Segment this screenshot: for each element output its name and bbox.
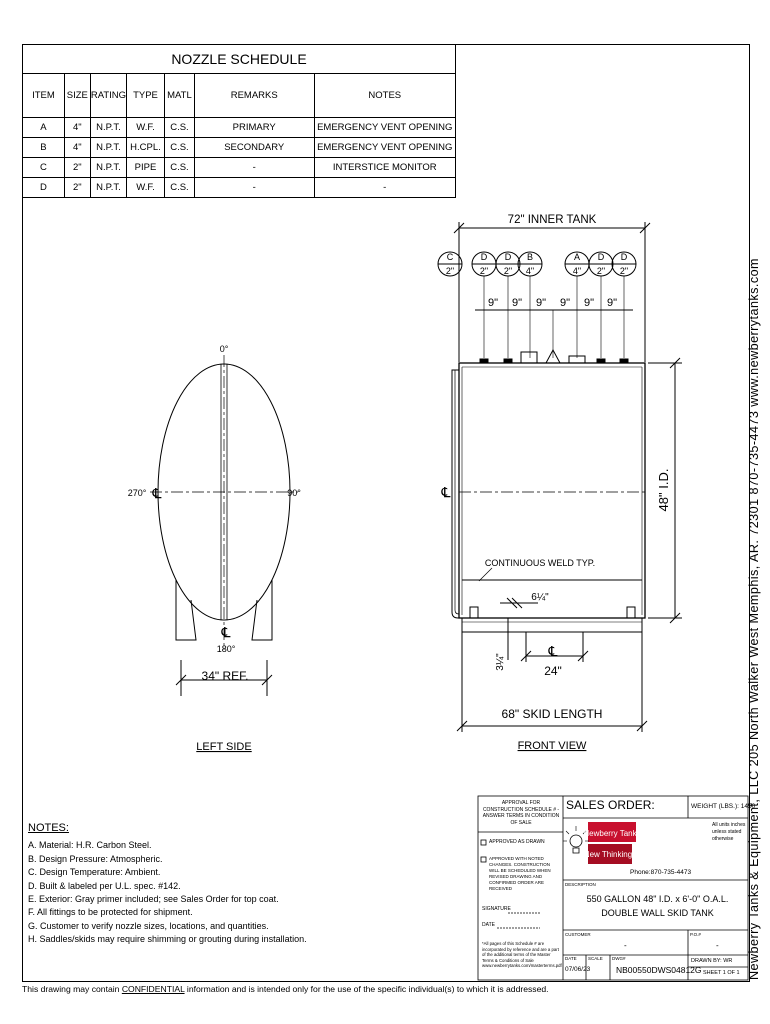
centerline-symbol: ℄ <box>441 484 451 500</box>
svg-text:9": 9" <box>559 297 571 309</box>
col-header: ITEM <box>23 74 65 118</box>
svg-text:2": 2" <box>479 266 489 276</box>
dim-3-1-4: 3¼" <box>495 653 506 671</box>
svg-text:2": 2" <box>619 266 629 276</box>
lightbulb-icon <box>570 835 582 847</box>
svg-text:2": 2" <box>503 266 513 276</box>
svg-text:C: C <box>446 252 454 262</box>
note-item: E. Exterior: Gray primer included; see Sales Order for top coat. <box>28 894 279 905</box>
cell: EMERGENCY VENT OPENING <box>314 118 455 138</box>
sheet-number: SHEET 1 OF 1 <box>703 970 740 976</box>
nozzle-bubble-a <box>565 252 589 276</box>
svg-text:9": 9" <box>606 297 618 309</box>
cell: N.P.T. <box>90 158 126 178</box>
centerline-symbol: ℄ <box>221 624 231 640</box>
id-dimension: 48" I.D. <box>656 468 671 512</box>
cell: - <box>314 178 455 198</box>
cell: B <box>23 138 65 158</box>
deg-180-label: 180° <box>216 644 236 654</box>
inner-tank-dim: 72" INNER TANK <box>507 214 597 226</box>
cell: 2" <box>64 178 90 198</box>
newberry-logo <box>563 822 641 864</box>
signature-label: SIGNATURE <box>482 906 511 912</box>
svg-text:D: D <box>620 252 628 262</box>
cell: - <box>194 178 314 198</box>
front-view-label: FRONT VIEW <box>517 740 587 752</box>
svg-text:4": 4" <box>572 266 582 276</box>
phone: Phone:870-735-4473 <box>630 869 692 876</box>
confidential-word: CONFIDENTIAL <box>121 984 185 994</box>
note-item: B. Design Pressure: Atmospheric. <box>28 853 163 864</box>
cell: W.F. <box>127 178 165 198</box>
note-item: A. Material: H.R. Carbon Steel. <box>28 840 152 851</box>
cell: C.S. <box>164 158 194 178</box>
cell: EMERGENCY VENT OPENING <box>314 138 455 158</box>
left-side-view <box>128 344 302 753</box>
drawn-by: DRAWN BY: WR <box>691 958 733 964</box>
cell: C.S. <box>164 118 194 138</box>
terms-note: *All pages of this Schedule # are incorporated by reference and are a part of the additional terms of the Master Terms & Conditions of Sale www.newberrytanks.com/masterterms.pdf <box>482 941 562 969</box>
svg-text:B: B <box>526 252 534 262</box>
date-value: 07/06/23 <box>565 966 591 973</box>
general-notes <box>28 822 307 947</box>
footer-text: information and is intended only for the use of the specific individual(s) to which it is addressed. <box>184 984 549 994</box>
note-item: F. All fittings to be protected for shipment. <box>28 907 193 918</box>
approved-with-changes[interactable]: APPROVED WITH NOTED CHANGES. CONSTRUCTION WILL BE SCHEDULED WHEN REVISED DRAWING AND CONFIRMED ORDER ARE RECEIVED <box>489 856 551 891</box>
description-label: DESCRIPTION <box>565 882 596 887</box>
deg-270-label: 270° <box>127 488 147 498</box>
footer-text: This drawing may contain <box>22 984 122 994</box>
cell: SECONDARY <box>194 138 314 158</box>
nozzle-bubble-d <box>589 252 613 276</box>
ref-dimension: 34" REF. <box>201 669 249 683</box>
centerline-symbol: ℄ <box>152 485 162 501</box>
note-item: H. Saddles/skids may require shimming or grouting during installation. <box>28 934 307 945</box>
company-side-text: Newberry Tanks & Equipment, LLC 205 North Walker West Memphis, AR. 72301 870-735-4473 www.newberrytanks.com <box>747 258 761 980</box>
svg-text:2": 2" <box>445 266 455 276</box>
description: 550 GALLON 48" I.D. x 6'-0" O.A.L. DOUBLE WALL SKID TANK <box>586 894 729 918</box>
svg-text:2": 2" <box>596 266 606 276</box>
svg-text:D: D <box>480 252 488 262</box>
col-header: RATING <box>90 74 126 118</box>
svg-text:A: A <box>573 252 581 262</box>
cell: 4" <box>64 138 90 158</box>
sales-order-label: SALES ORDER: <box>566 798 655 812</box>
cell: C.S. <box>164 178 194 198</box>
fitting-b <box>521 352 537 363</box>
note-item: G. Customer to verify nozzle sizes, locations, and quantities. <box>28 920 269 931</box>
note-item: C. Design Temperature: Ambient. <box>28 867 161 878</box>
cell: N.P.T. <box>90 138 126 158</box>
cell: A <box>23 118 65 138</box>
cell: PIPE <box>127 158 165 178</box>
front-view <box>438 214 682 752</box>
cell: W.F. <box>127 118 165 138</box>
cell: INTERSTICE MONITOR <box>314 158 455 178</box>
right-saddle <box>252 580 272 640</box>
col-header: REMARKS <box>194 74 314 118</box>
date-cell-label: DATE <box>565 956 577 961</box>
weld-note: CONTINUOUS WELD TYP. <box>484 558 596 568</box>
cell: D <box>23 178 65 198</box>
svg-text:D: D <box>504 252 512 262</box>
po-value: - <box>716 941 719 950</box>
svg-text:4": 4" <box>525 266 535 276</box>
svg-text:D: D <box>597 252 605 262</box>
logo-text: Newberry Tanks <box>583 829 641 838</box>
col-header: TYPE <box>127 74 165 118</box>
note-item: D. Built & labeled per U.L. spec. #142. <box>28 880 181 891</box>
cell: N.P.T. <box>90 178 126 198</box>
weight-label: WEIGHT (LBS.): 1450 <box>691 803 756 810</box>
svg-text:9": 9" <box>487 297 499 309</box>
col-header: NOTES <box>314 74 455 118</box>
svg-text:9": 9" <box>535 297 547 309</box>
left-saddle <box>176 580 196 640</box>
cell: 2" <box>64 158 90 178</box>
cell: N.P.T. <box>90 118 126 138</box>
po-label: P.O.# <box>690 932 701 937</box>
cell: - <box>194 158 314 178</box>
dwg-number: NB00550DWS04812G <box>616 965 702 975</box>
svg-text:9": 9" <box>583 297 595 309</box>
customer-value: - <box>624 941 627 950</box>
nozzle-bubble-d <box>472 252 496 276</box>
col-header: SIZE <box>64 74 90 118</box>
scale-label: SCALE <box>588 956 603 961</box>
approval-text: APPROVAL FOR CONSTRUCTION SCHEDULE # - ANSWER TERMS IN CONDITION OF SALE <box>482 800 560 826</box>
deg-90-label: 90° <box>287 488 301 498</box>
spacing-dims <box>488 297 617 309</box>
nozzle-bubble-b <box>518 252 542 276</box>
nozzle-schedule-title: NOZZLE SCHEDULE <box>23 45 456 74</box>
cell: 4" <box>64 118 90 138</box>
dim-6-1-4: 6¼" <box>531 592 549 603</box>
cell: PRIMARY <box>194 118 314 138</box>
units-note: All units inches unless stated otherwise <box>712 822 746 842</box>
date-label: DATE <box>482 922 495 928</box>
notes-title: NOTES: <box>28 822 69 834</box>
customer-label: CUSTOMER <box>565 932 591 937</box>
left-side-label: LEFT SIDE <box>196 741 252 753</box>
dim-24: 24" <box>544 664 562 678</box>
col-header: MATL <box>164 74 194 118</box>
nozzle-bubble-c <box>438 252 462 276</box>
approved-as-drawn[interactable]: APPROVED AS DRAWN <box>489 839 545 845</box>
confidentiality-footer <box>22 984 549 994</box>
logo-tagline: New Thinking <box>583 850 633 859</box>
svg-text:9": 9" <box>511 297 523 309</box>
skid-length-dim: 68" SKID LENGTH <box>501 707 603 721</box>
nozzle-bubble-d <box>496 252 520 276</box>
cell: H.CPL. <box>127 138 165 158</box>
cell: C.S. <box>164 138 194 158</box>
nozzle-bubble-d <box>612 252 636 276</box>
dwg-label: DWG# <box>612 956 626 961</box>
nozzle-bubbles <box>438 252 636 276</box>
deg-0-label: 0° <box>219 344 229 354</box>
cell: C <box>23 158 65 178</box>
centerline-symbol: ℄ <box>548 643 558 659</box>
skid <box>462 618 642 632</box>
